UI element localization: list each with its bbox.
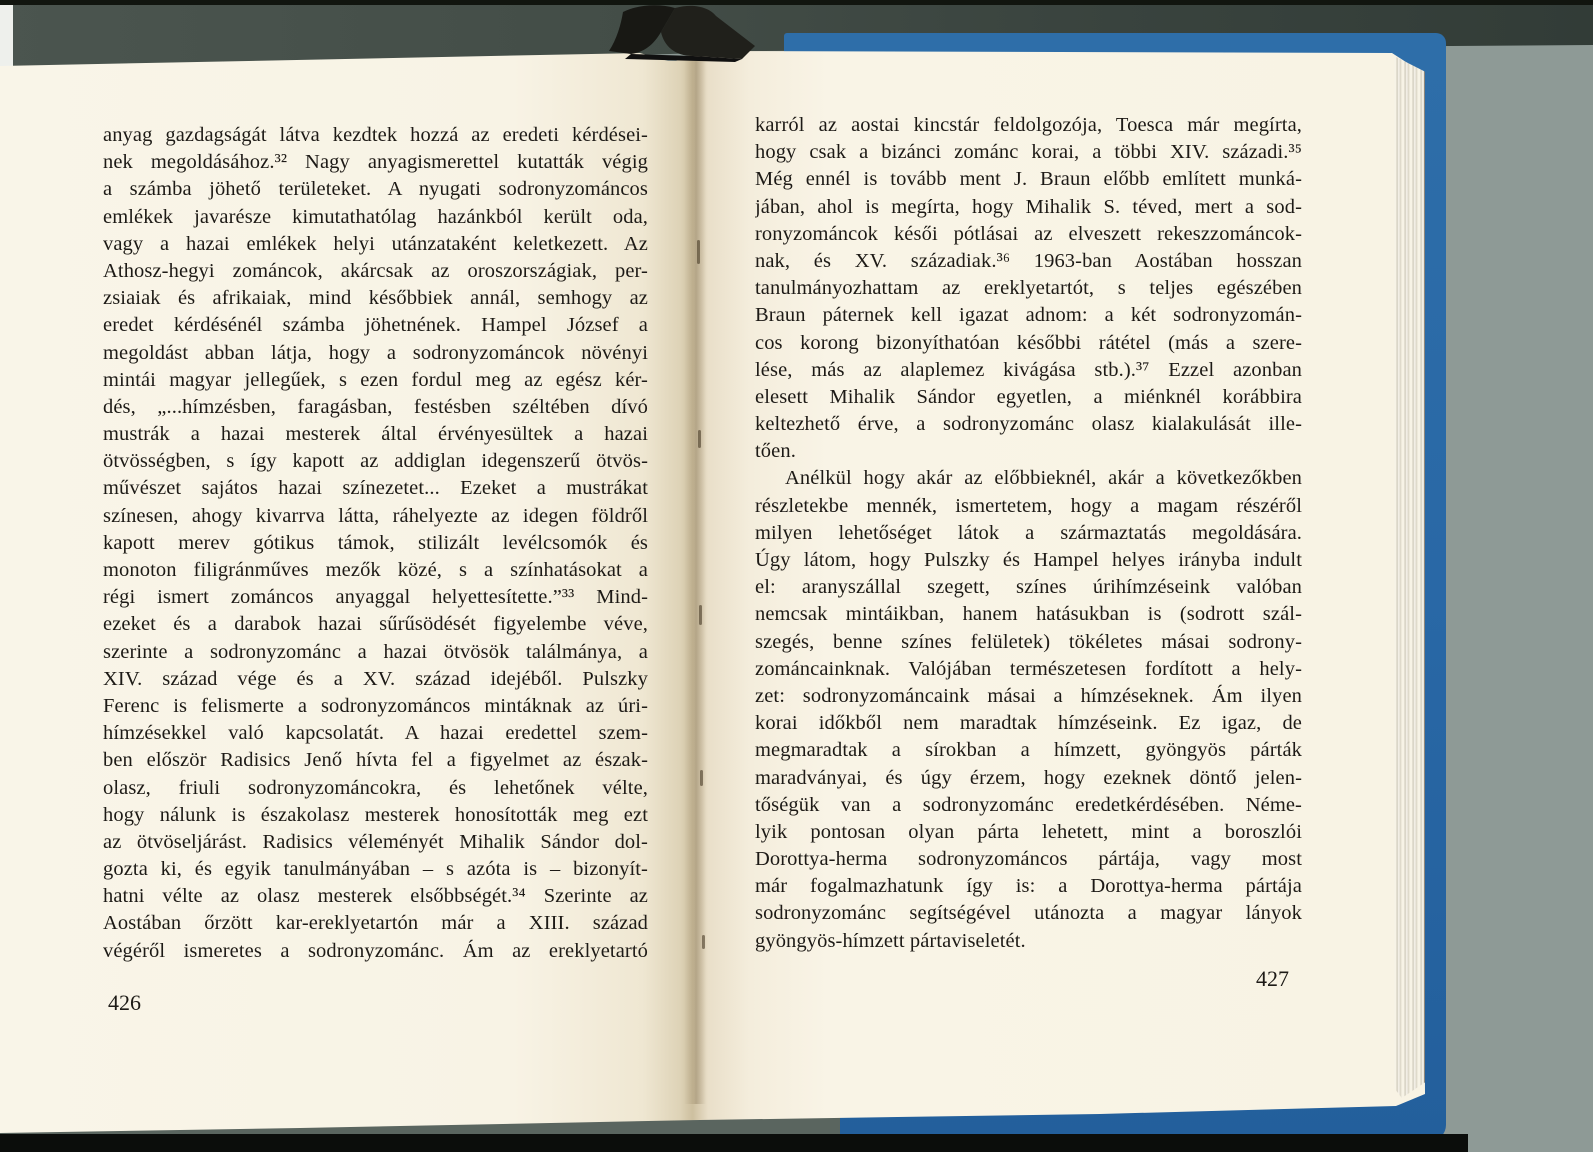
text-line: zet: sodronyzománcaink másai a hímzéseknek. Ám ilyen (755, 684, 1302, 707)
text-line: az ötvöseljárást. Radisics véleményét Mihalik Sándor dol- (103, 830, 648, 853)
text-line: gozta ki, és egyik tanulmányában – s azóta is – bizonyít- (103, 858, 648, 881)
text-line: emlékek javarésze kimutathatólag hazánkból került oda, (103, 205, 648, 228)
text-line: hogy csak a bizánci zománc korai, a többi XIV. századi.³⁵ (755, 141, 1302, 164)
text-line: eredet kérdésénél számba jöhetnének. Hampel József a (103, 314, 648, 337)
text-line: hatni vélte az olasz mesterek elsőbbségét.³⁴ Szerinte az (103, 885, 648, 908)
text-line: hogy nálunk is északolasz mesterek honosították meg ezt (103, 803, 648, 826)
text-line: részletekbe mennék, ismertetem, hogy a magam részéről (755, 494, 1302, 517)
text-line: Úgy látom, hogy Pulszky és Hampel helyes irányba indult (755, 549, 1302, 571)
text-line: tanulmányozhattam az ereklyetartót, s teljes egészében (755, 277, 1302, 300)
text-line: ben először Radisics Jenő hívta fel a figyelmet az észak- (103, 749, 648, 772)
right-page-text (755, 112, 1302, 955)
text-line: jában, ahol is megírta, hogy Mihalik S. téved, mert a sod- (755, 195, 1302, 218)
bookmark-ribbon-fold-right (661, 6, 755, 59)
text-line: szerinte a sodronyzománc a hazai ötvösök találmánya, a (103, 640, 648, 663)
text-line: Dorottya-herma sodronyzománcos pártája, vagy most (755, 848, 1302, 871)
text-line: monoton filigránműves mezők közé, s a színhatásokat a (103, 559, 648, 581)
text-line: színesen, ahogy kivarrva látta, ráhelyezte az idegen földről (103, 504, 648, 527)
text-line: vagy a hazai emlékek helyi utánzataként keletkezett. Az (103, 232, 648, 255)
text-line: Athosz-hegyi zománcok, akárcsak az oroszországiak, per- (103, 259, 648, 282)
text-line: Anélkül hogy akár az előbbieknél, akár a következőkben (785, 467, 1302, 490)
text-line: hímzésekkel való kapcsolatát. A hazai eredettel szem- (103, 722, 648, 745)
scan-edge-sliver (0, 5, 13, 67)
text-line: régi ismert zománcos anyaggal helyettesítette.”³³ Mind- (103, 586, 648, 609)
gutter-stitch-mark (698, 430, 701, 448)
text-line: Aostában őrzött kar-ereklyetartón már a XIII. század (103, 912, 648, 935)
text-line: a számba jöhető területeket. A nyugati sodronyzománcos (103, 178, 648, 201)
text-line: cos korong bizonyíthatóan későbbi rátétel (más a szere- (755, 331, 1302, 354)
text-line: ezeket és a darabok hazai sűrűsödését figyelembe véve, (103, 613, 648, 636)
gutter-stitch-mark (697, 240, 700, 264)
text-line: tőségük van a sodronyzománc eredetkérdésében. Néme- (755, 793, 1302, 816)
page-number-right: 427 (1256, 966, 1289, 991)
text-line: olasz, friuli sodronyzománcokra, és lehetőnek vélte, (103, 776, 648, 799)
text-line: nak, és XV. századiak.³⁶ 1963-ban Aostában hosszan (755, 249, 1302, 272)
text-line: megmaradtak a sírokban a hímzett, gyöngyös párták (755, 739, 1302, 762)
bookmark-ribbon (595, 2, 795, 64)
text-line: zsiaiak és afrikaiak, mind későbbiek annál, semhogy az (103, 287, 648, 310)
text-line: lyik pontosan olyan párta lehetett, mint a boroszlói (755, 820, 1302, 843)
text-line: Braun páternek kell igazat adnom: a két sodronyzomán- (755, 304, 1302, 327)
text-line: mintái magyar jellegűek, s ezen fordul meg az egész kér- (103, 368, 648, 391)
text-line: tően. (755, 440, 796, 463)
text-line: maradványai, és úgy érzem, hogy ezeknek döntő jelen- (755, 766, 1302, 789)
scan-bottom-edge (0, 1134, 1468, 1152)
text-line: nek megoldásához.³² Nagy anyagismerettel kutatták végig (103, 151, 648, 174)
text-line: milyen lehetőséget látok a származtatás megoldására. (755, 521, 1302, 544)
text-line: elesett Mihalik Sándor egyetlen, a miénknél korábbira (755, 385, 1302, 408)
text-line: lése, más az alaplemez kivágása stb.).³⁷ Ezzel azonban (755, 358, 1302, 381)
text-line: XIV. század vége és a XV. század idejéből. Pulszky (103, 667, 648, 690)
text-line: művészet sajátos hazai színezetet... Ezeket a mustrákat (103, 477, 648, 500)
text-line: zománcainknak. Valójában természetesen fordított a hely- (755, 657, 1302, 680)
text-line: Még ennél is tovább ment J. Braun előbb említett munká- (755, 168, 1302, 191)
page-edge-stack (1394, 56, 1425, 1098)
text-line: Ferenc is felismerte a sodronyzománcos mintáknak az úri- (103, 694, 648, 717)
gutter-stitch-mark (700, 770, 703, 786)
text-line: már fogalmazhatunk így is: a Dorottya-herma pártája (755, 875, 1302, 898)
left-page-text (103, 122, 648, 965)
text-line: kapott merev gótikus támok, stilizált levélcsomók és (103, 531, 648, 554)
text-line: megoldást abban látja, hogy a sodronyzománcok növényi (103, 341, 648, 364)
text-line: mustrák a hazai mesterek által érvényesültek a hazai (103, 423, 648, 446)
text-line: ötvösségben, s így kapott az addiglan idegenszerű ötvös- (103, 450, 648, 473)
text-line: el: aranyszállal szegett, színes úrihímzéseink valóban (755, 576, 1302, 599)
page-number-left: 426 (108, 990, 141, 1015)
text-line: szegés, benne színes felületek) tökéletes másai sodrony- (755, 630, 1302, 653)
gutter-stitch-mark (702, 935, 705, 949)
text-line: anyag gazdagságát látva kezdtek hozzá az eredeti kérdései- (103, 124, 648, 146)
text-line: keltezhető érve, a sodronyzománc olasz kialakulását ille- (755, 413, 1302, 436)
text-line: sodronyzománc segítségével utánozta a magyar lányok (755, 902, 1302, 925)
text-line: korai időkből nem maradtak hímzéseink. Ez igaz, de (755, 712, 1302, 735)
text-line: gyöngyös-hímzett pártaviseletét. (755, 929, 1026, 952)
text-line: nemcsak mintáikban, hanem hatásukban is (sodrott szál- (755, 603, 1302, 626)
text-line: karról az aostai kincstár feldolgozója, Toesca már megírta, (755, 114, 1302, 136)
text-line: végéről ismeretes a sodronyzománc. Ám az ereklyetartó (103, 939, 648, 962)
text-line: dés, „...hímzésben, faragásban, festésben széltében dívó (103, 395, 648, 418)
gutter-stitch-mark (699, 605, 702, 625)
text-line: ronyzománcok késői pótlásai az elveszett rekeszzománcok- (755, 222, 1302, 245)
